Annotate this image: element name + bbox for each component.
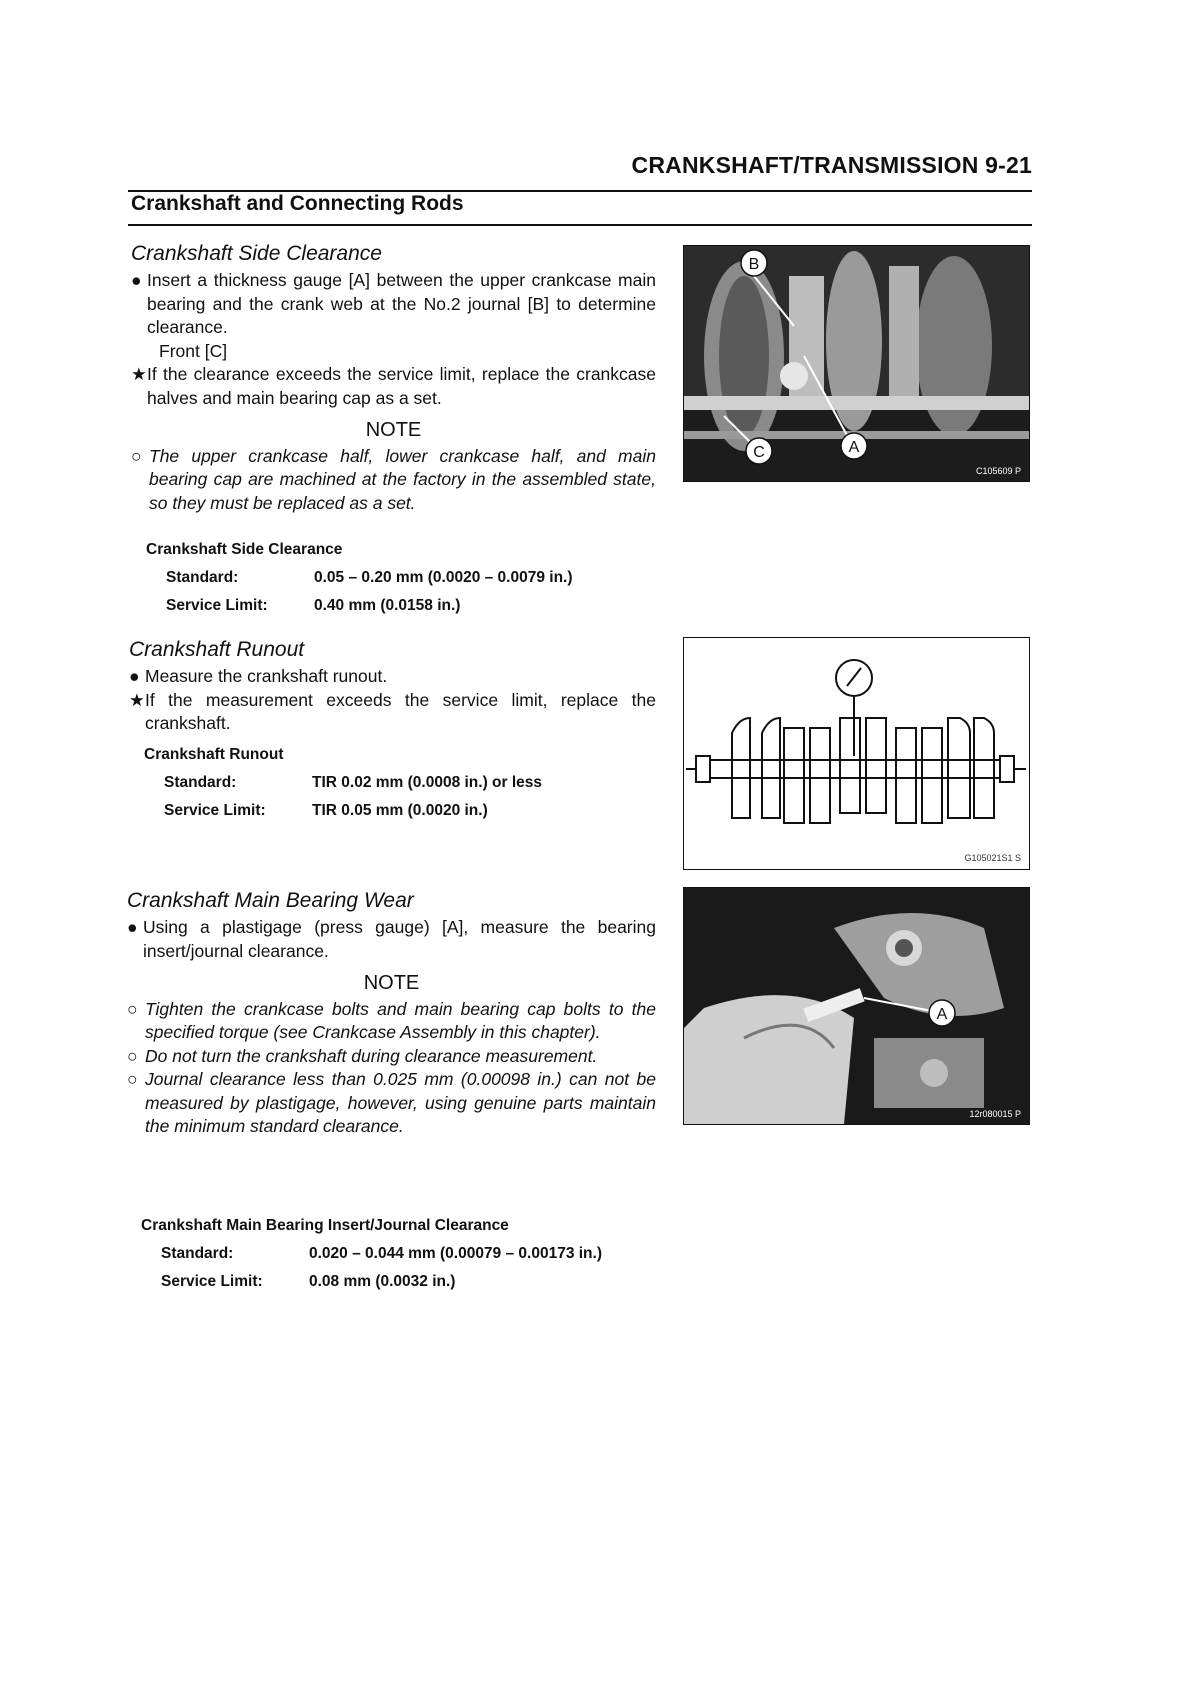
side-clearance-step: [131, 269, 656, 340]
spec-row-limit: [141, 1268, 602, 1296]
spec-value: TIR 0.02 mm (0.0008 in.) or less: [312, 774, 543, 791]
section-title: Crankshaft and Connecting Rods: [131, 192, 464, 215]
runout-title: Crankshaft Runout: [129, 638, 305, 661]
runout-condition: [129, 689, 656, 736]
side-clearance-photo: [683, 245, 1030, 482]
star-icon: ★: [129, 689, 145, 710]
note-item: [127, 998, 656, 1045]
step-text: Insert a thickness gauge [A] between the upper crankcase main bearing and the crank web at the No.2 journal [B] to determine clearance.: [147, 270, 656, 337]
bearing-wear-title: Crankshaft Main Bearing Wear: [127, 889, 414, 912]
bullet-icon: ●: [131, 270, 142, 290]
spec-label: Service Limit:: [164, 802, 266, 819]
runout-diagram-art: [684, 638, 1029, 869]
bullet-icon: ●: [129, 666, 140, 686]
side-clearance-title: Crankshaft Side Clearance: [131, 242, 382, 265]
figure-code: 12r080015 P: [969, 1109, 1021, 1119]
spec-value: TIR 0.05 mm (0.0020 in.): [312, 802, 488, 819]
figure-code: C105609 P: [975, 466, 1021, 476]
note-text: The upper crankcase half, lower crankcase half, and main bearing cap are machined at the factory in the assembled state, so they must be replaced as a set.: [149, 445, 656, 513]
runout-spec: [144, 741, 542, 825]
step-text: Using a plastigage (press gauge) [A], measure the bearing insert/journal clearance.: [143, 917, 656, 961]
section-rule: [128, 224, 1032, 226]
runout-diagram: [683, 637, 1030, 870]
bullet-icon: ●: [127, 917, 138, 937]
spec-label: Standard:: [161, 1245, 234, 1262]
runout-step: [129, 665, 656, 689]
side-clearance-spec: [146, 536, 573, 620]
note-marker-icon: ○: [131, 445, 142, 466]
runout-text: [129, 637, 656, 736]
spec-row-limit: [146, 592, 573, 620]
callout-a-label: A: [936, 1006, 948, 1023]
note-marker-icon: ○: [127, 1069, 138, 1089]
spec-row-standard: [146, 564, 573, 592]
spec-row-standard: [141, 1240, 602, 1268]
spec-label: Service Limit:: [166, 597, 268, 614]
note-item: [127, 1045, 656, 1069]
front-label: Front [C]: [159, 340, 228, 361]
step-text: Measure the crankshaft runout.: [145, 666, 388, 686]
spec-value: 0.020 – 0.044 mm (0.00079 – 0.00173 in.): [309, 1245, 602, 1262]
plastigage-photo-art: [684, 888, 1029, 1124]
condition-text: If the clearance exceeds the service limit, replace the crankcase halves and main bearing cap as a set.: [147, 364, 656, 408]
spec-value: 0.08 mm (0.0032 in.): [309, 1273, 456, 1290]
note-title: NOTE: [365, 419, 422, 441]
side-clearance-photo-art: [684, 246, 1029, 481]
spec-label: Service Limit:: [161, 1273, 263, 1290]
plastigage-photo: [683, 887, 1030, 1125]
spec-title: Crankshaft Runout: [144, 746, 284, 763]
side-clearance-condition: [131, 363, 656, 410]
spec-row-standard: [144, 769, 542, 797]
page-header: [0, 0, 1190, 260]
note-item: [131, 445, 656, 516]
note-title: NOTE: [363, 972, 420, 994]
note-text: Tighten the crankcase bolts and main bearing cap bolts to the specified torque (see Crankcase Assembly in this chapter).: [145, 998, 656, 1042]
spec-label: Standard:: [166, 569, 239, 586]
condition-text: If the measurement exceeds the service limit, replace the crankshaft.: [145, 689, 656, 733]
callout-a-label: A: [848, 439, 860, 456]
figure-code: G105021S1 S: [964, 853, 1021, 863]
spec-value: 0.05 – 0.20 mm (0.0020 – 0.0079 in.): [314, 569, 573, 586]
spec-label: Standard:: [164, 774, 237, 791]
spec-title: Crankshaft Main Bearing Insert/Journal Clearance: [141, 1217, 509, 1234]
bearing-wear-spec: [141, 1212, 602, 1296]
callout-c-label: C: [753, 444, 765, 461]
bearing-wear-text: [127, 888, 656, 1139]
chapter-title: CRANKSHAFT/TRANSMISSION 9-21: [631, 152, 1032, 178]
spec-value: 0.40 mm (0.0158 in.): [314, 597, 461, 614]
note-text: Journal clearance less than 0.025 mm (0.00098 in.) can not be measured by plastigage, however, using genuine parts maintain the minimum standard clearance.: [145, 1069, 656, 1136]
spec-row-limit: [144, 797, 542, 825]
note-marker-icon: ○: [127, 998, 138, 1019]
callout-b-label: B: [748, 256, 760, 273]
note-item: [127, 1068, 656, 1139]
spec-title: Crankshaft Side Clearance: [146, 541, 343, 558]
note-text: Do not turn the crankshaft during clearance measurement.: [145, 1045, 598, 1066]
bearing-wear-step: [127, 916, 656, 963]
note-marker-icon: ○: [127, 1045, 138, 1066]
side-clearance-text: [131, 241, 656, 515]
star-icon: ★: [131, 364, 147, 384]
